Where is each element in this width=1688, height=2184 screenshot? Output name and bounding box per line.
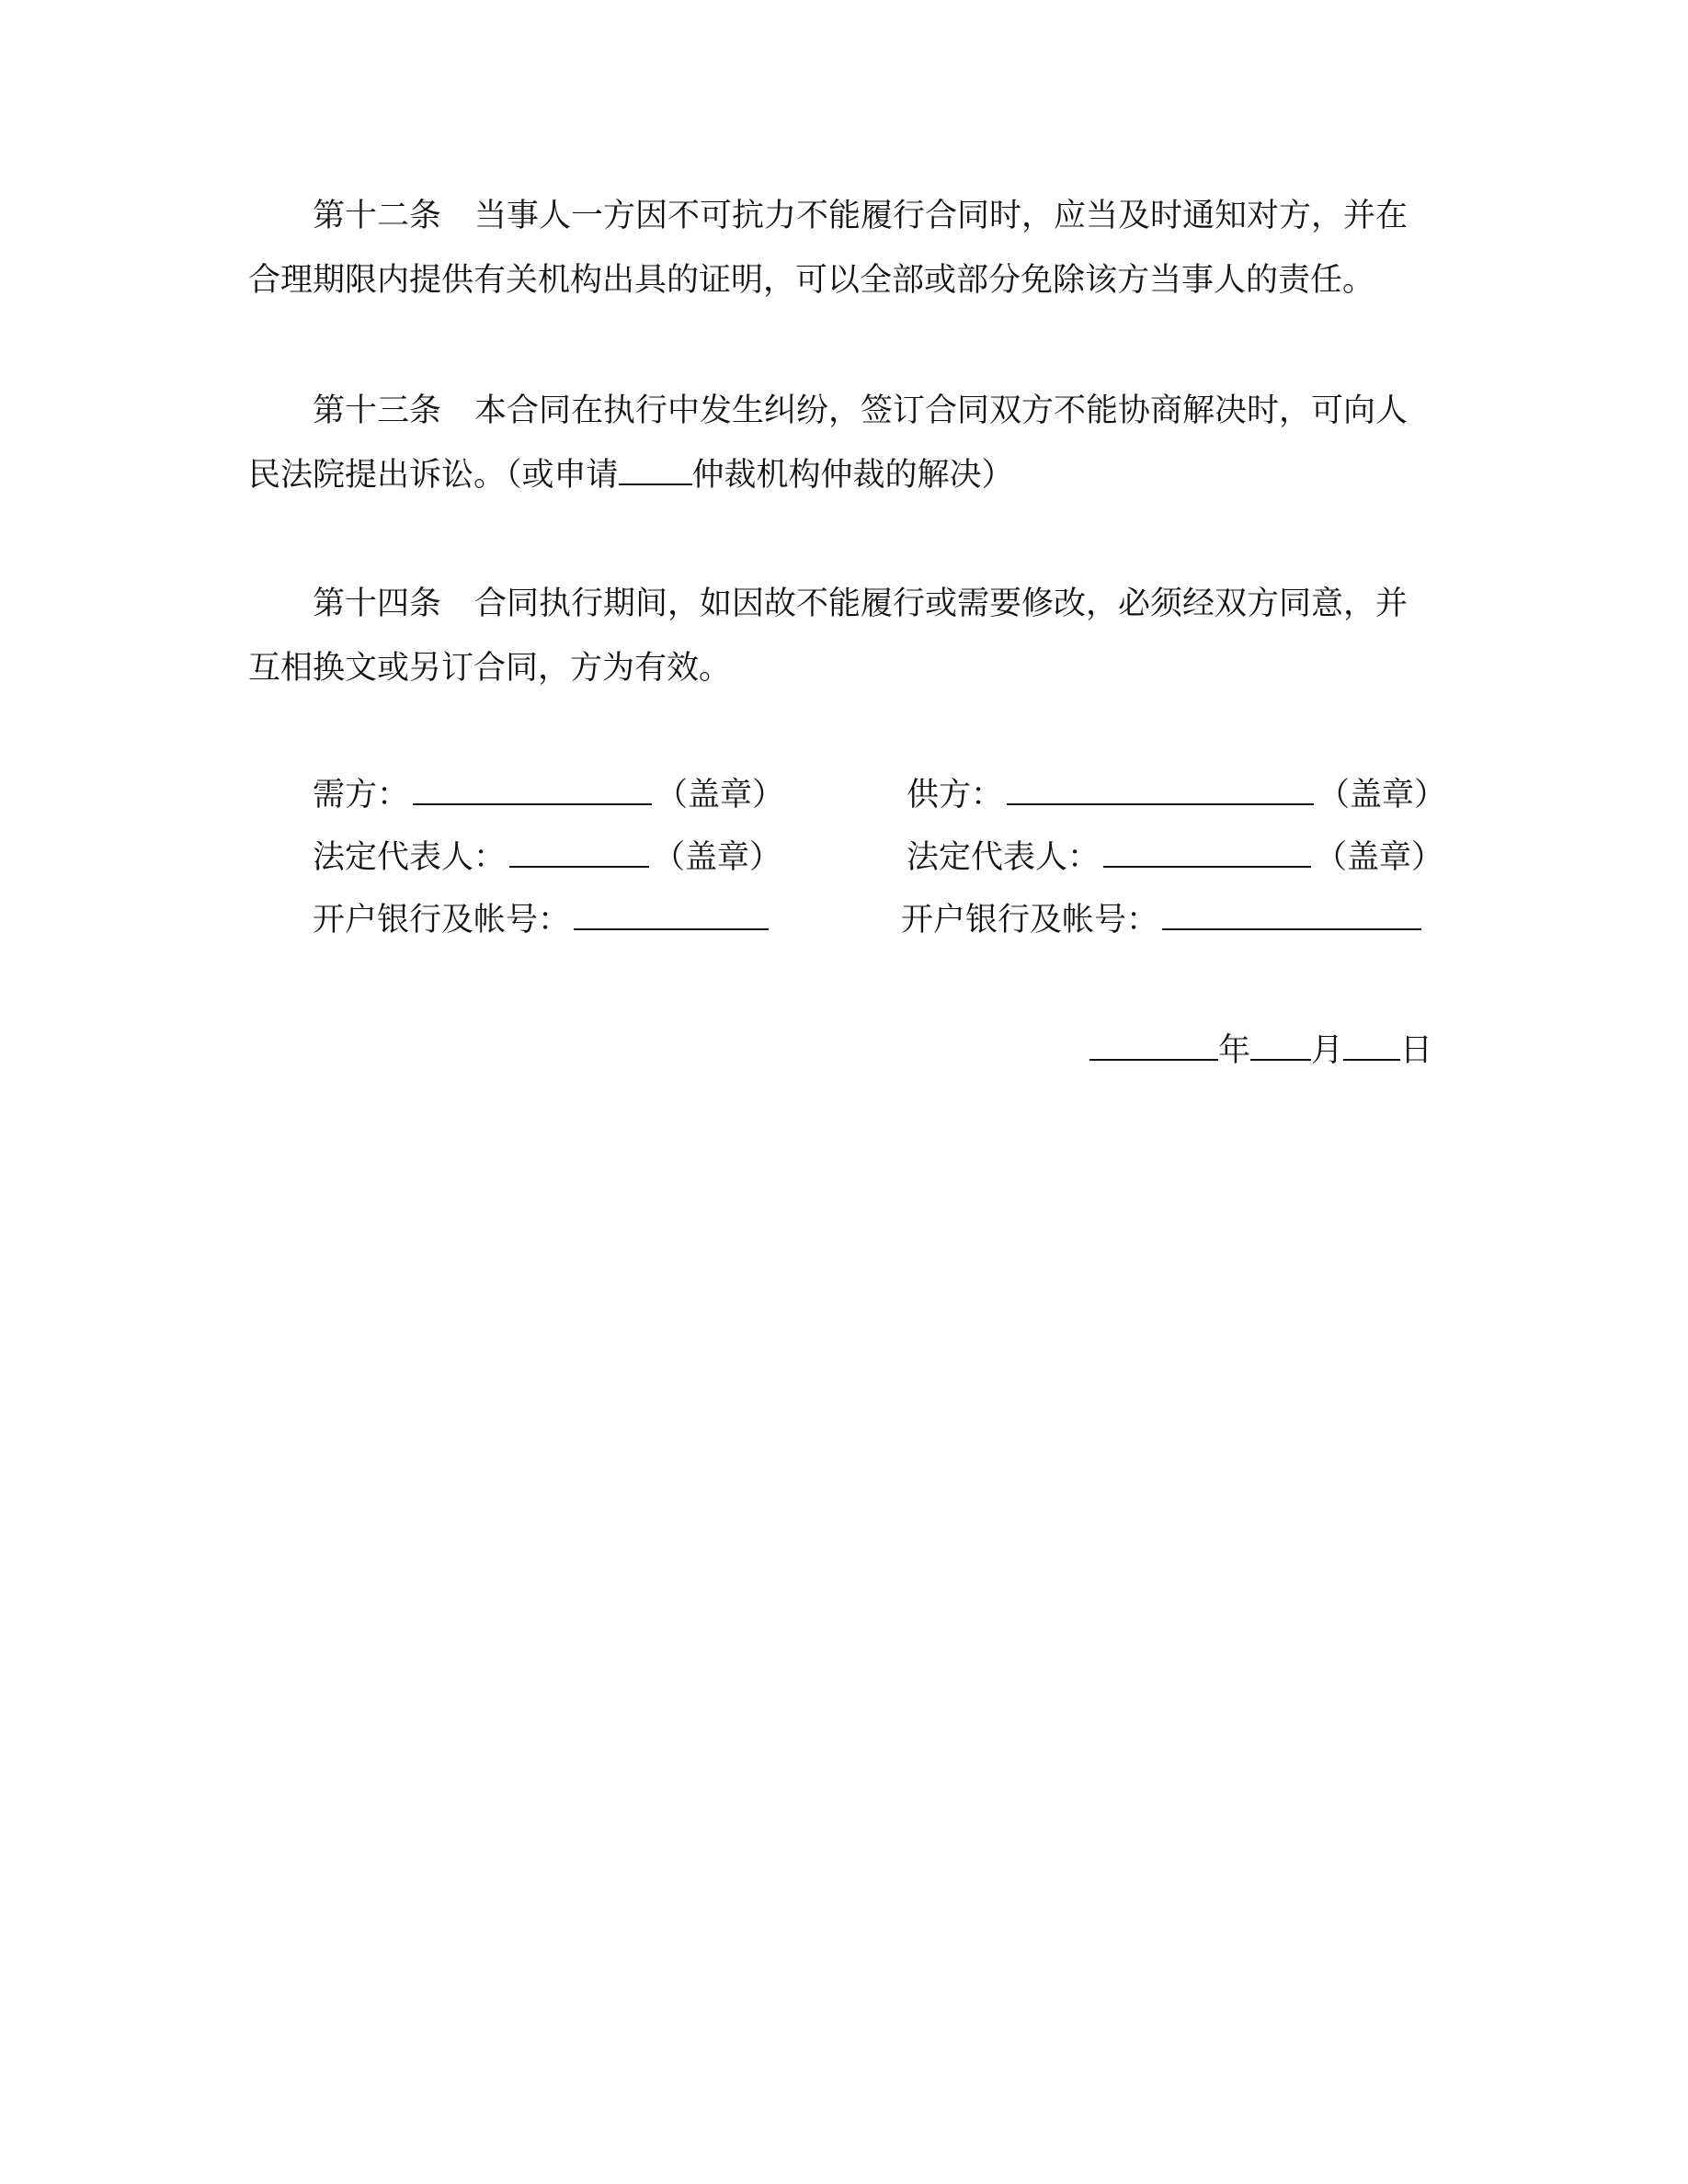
buyer-party-label: 需方：	[313, 777, 410, 813]
year-label: 年	[1217, 1032, 1250, 1069]
arbitration-blank	[619, 454, 692, 485]
buyer-bank-blank	[574, 901, 769, 930]
buyer-party-row	[313, 772, 784, 818]
supplier-party-blank	[1007, 776, 1314, 805]
article-14-line-2: 互相换文或另订合同，方为有效。	[248, 650, 732, 687]
article-12-number: 第十二条	[313, 198, 442, 234]
year-blank	[1089, 1031, 1218, 1061]
buyer-seal-label: （盖章）	[656, 777, 785, 813]
article-12	[248, 184, 1434, 313]
day-blank	[1343, 1031, 1400, 1061]
supplier-bank-label: 开户银行及帐号：	[901, 902, 1159, 938]
article-13-line-2: 民法院提出诉讼。（或申请 仲裁机构仲裁的解决）	[248, 443, 1434, 507]
article-13-number: 第十三条	[313, 392, 442, 429]
supplier-bank-row	[901, 897, 1425, 943]
supplier-seal-label: （盖章）	[1317, 777, 1447, 813]
day-label: 日	[1399, 1032, 1432, 1069]
buyer-bank-label: 开户银行及帐号：	[313, 902, 571, 938]
article-13	[248, 379, 1434, 507]
article-14-number: 第十四条	[313, 586, 442, 622]
buyer-rep-seal-label: （盖章）	[653, 839, 782, 876]
article-13-line-1: 第十三条 本合同在执行中发生纠纷，签订合同双方不能协商解决时，可向人	[313, 392, 1409, 429]
supplier-rep-seal-label: （盖章）	[1315, 839, 1444, 876]
month-blank	[1250, 1031, 1311, 1061]
buyer-rep-row	[313, 835, 781, 881]
buyer-rep-label: 法定代表人：	[313, 839, 507, 876]
buyer-rep-blank	[509, 838, 649, 868]
date-row	[1089, 1028, 1432, 1074]
month-label: 月	[1310, 1032, 1343, 1069]
buyer-bank-row	[313, 897, 772, 943]
buyer-party-blank	[413, 776, 652, 805]
supplier-bank-blank	[1162, 901, 1421, 930]
supplier-rep-blank	[1103, 838, 1311, 868]
article-12-line-1: 第十二条 当事人一方因不可抗力不能履行合同时，应当及时通知对方，并在	[313, 198, 1409, 234]
supplier-party-row	[907, 772, 1446, 818]
supplier-rep-label: 法定代表人：	[907, 839, 1101, 876]
supplier-rep-row	[907, 835, 1443, 881]
article-12-line-2: 合理期限内提供有关机构出具的证明，可以全部或部分免除该方当事人的责任。	[248, 262, 1375, 299]
article-14	[248, 572, 1434, 700]
supplier-party-label: 供方：	[907, 777, 1004, 813]
article-14-line-1: 第十四条 合同执行期间，如因故不能履行或需要修改，必须经双方同意，并	[313, 586, 1409, 622]
